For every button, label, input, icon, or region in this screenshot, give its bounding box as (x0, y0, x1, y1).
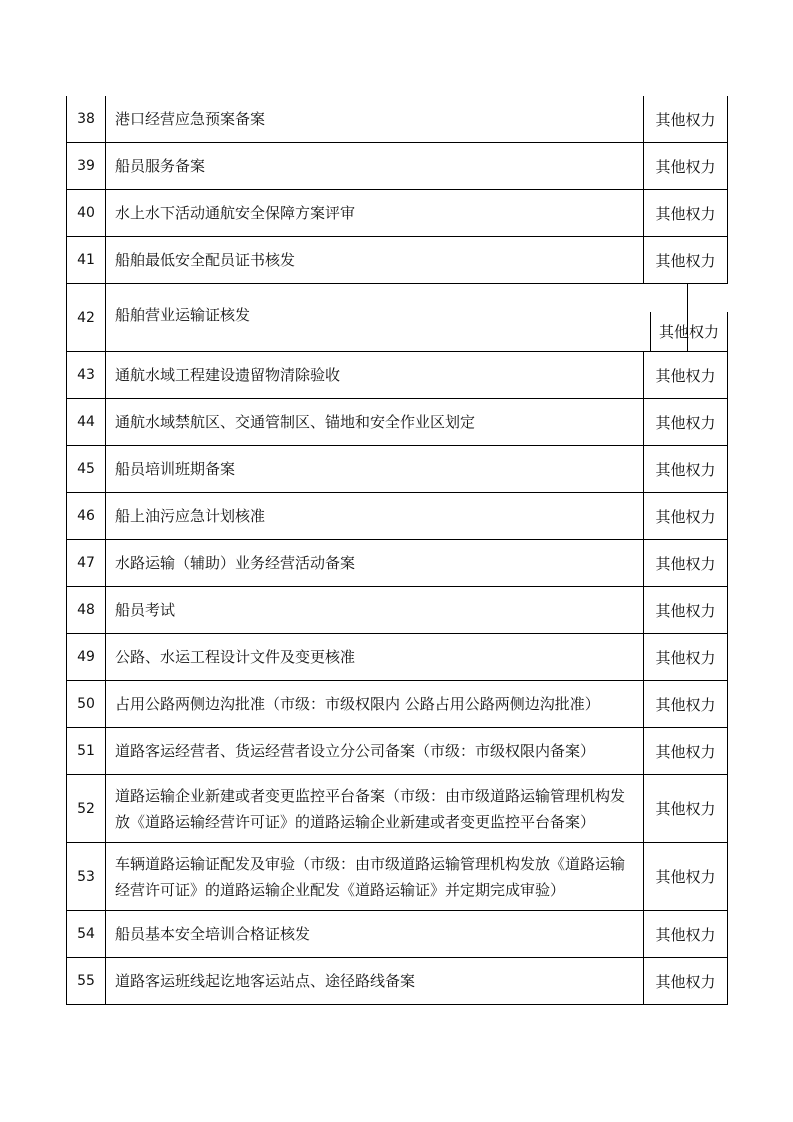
item-name: 船员服务备案 (105, 143, 643, 189)
table-row (67, 587, 728, 634)
item-name: 道路客运班线起讫地客运站点、途径路线备案 (105, 958, 643, 1004)
power-type: 其他权力 (643, 399, 728, 445)
row-number: 48 (77, 602, 95, 618)
item-name: 水上水下活动通航安全保障方案评审 (105, 190, 643, 236)
row-number: 47 (77, 555, 95, 571)
table-row (67, 399, 728, 446)
power-type: 其他权力 (643, 446, 728, 492)
table-row (67, 775, 728, 843)
power-type: 其他权力 (643, 237, 728, 283)
power-type: 其他权力 (643, 540, 728, 586)
item-name: 船上油污应急计划核准 (105, 493, 643, 539)
table-row (67, 143, 728, 190)
row-number: 41 (77, 252, 95, 268)
power-type: 其他权力 (643, 958, 728, 1004)
item-name: 占用公路两侧边沟批准（市级：市级权限内 公路占用公路两侧边沟批准） (105, 681, 643, 727)
table-row (67, 237, 728, 284)
item-name: 道路运输企业新建或者变更监控平台备案（市级：由市级道路运输管理机构发放《道路运输经营许可证》的道路运输企业新建或者变更监控平台备案） (105, 775, 643, 842)
item-name: 公路、水运工程设计文件及变更核准 (105, 634, 643, 680)
item-name: 船舶最低安全配员证书核发 (105, 237, 643, 283)
power-type: 其他权力 (643, 728, 728, 774)
table-row (67, 728, 728, 775)
row-number: 40 (77, 205, 95, 221)
row-number: 51 (77, 743, 95, 759)
item-name: 船舶营业运输证核发 (105, 284, 688, 351)
table-row (67, 958, 728, 1005)
item-name: 通航水域工程建设遗留物清除验收 (105, 352, 643, 398)
table-row (67, 96, 728, 143)
power-type: 其他权力 (643, 96, 728, 142)
row-number: 43 (77, 367, 95, 383)
power-type: 其他权力 (643, 681, 728, 727)
item-name: 港口经营应急预案备案 (105, 96, 643, 142)
table-row (67, 446, 728, 493)
item-name: 通航水域禁航区、交通管制区、锚地和安全作业区划定 (105, 399, 643, 445)
row-number: 54 (77, 926, 95, 942)
power-type: 其他权力 (643, 143, 728, 189)
power-type: 其他权力 (643, 775, 728, 842)
row-number: 42 (77, 309, 95, 326)
table-row (67, 284, 728, 352)
table-row (67, 634, 728, 681)
row-number: 45 (77, 461, 95, 477)
power-type: 其他权力 (643, 634, 728, 680)
table-row (67, 493, 728, 540)
row-number: 38 (77, 111, 95, 127)
item-name: 船员培训班期备案 (105, 446, 643, 492)
row-number: 49 (77, 649, 95, 665)
item-name: 船员考试 (105, 587, 643, 633)
item-name: 道路客运经营者、货运经营者设立分公司备案（市级：市级权限内备案） (105, 728, 643, 774)
table-row (67, 911, 728, 958)
item-name: 船员基本安全培训合格证核发 (105, 911, 643, 957)
power-type: 其他权力 (643, 190, 728, 236)
power-list-table (66, 96, 728, 1005)
row-number: 53 (77, 868, 95, 885)
power-type: 其他权力 (643, 493, 728, 539)
power-type: 其他权力 (643, 587, 728, 633)
power-type: 其他权力 (650, 312, 728, 351)
item-name: 水路运输（辅助）业务经营活动备案 (105, 540, 643, 586)
power-type: 其他权力 (643, 843, 728, 910)
item-name: 车辆道路运输证配发及审验（市级：由市级道路运输管理机构发放《道路运输经营许可证》的道路运输企业配发《道路运输证》并定期完成审验） (105, 843, 643, 910)
power-type: 其他权力 (643, 911, 728, 957)
row-number: 50 (77, 696, 95, 712)
table-row (67, 843, 728, 911)
table-row (67, 352, 728, 399)
row-number: 55 (77, 973, 95, 989)
row-number: 39 (77, 158, 95, 174)
power-type: 其他权力 (643, 352, 728, 398)
row-number: 52 (77, 800, 95, 817)
table-row (67, 681, 728, 728)
row-number: 44 (77, 414, 95, 430)
table-row (67, 540, 728, 587)
table-row (67, 190, 728, 237)
row-number: 46 (77, 508, 95, 524)
